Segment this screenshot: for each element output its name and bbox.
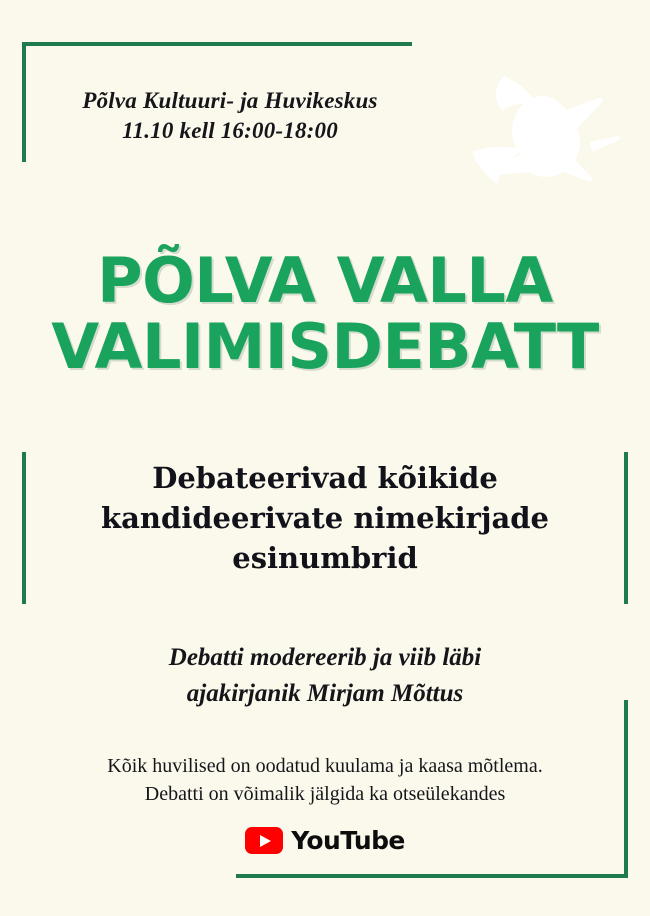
- subtitle-line-2: kandideerivate nimekirjade: [101, 501, 549, 536]
- hummingbird-icon: [444, 56, 624, 226]
- top-rule: [22, 42, 412, 46]
- venue-text: Põlva Kultuuri- ja Huvikeskus: [82, 88, 378, 113]
- bottom-rule: [236, 874, 628, 878]
- mid-right-rule: [624, 452, 628, 604]
- youtube-logo: [0, 826, 650, 855]
- title-line-2: VALIMISDEBATT: [51, 309, 599, 383]
- note-line-1: Kõik huvilised on oodatud kuulama ja kaasa mõtlema.: [107, 755, 543, 777]
- youtube-play-icon: [245, 827, 283, 854]
- youtube-wordmark: YouTube: [291, 826, 405, 855]
- moderator-line-2: ajakirjanik Mirjam Mõttus: [186, 679, 464, 707]
- page-title: [0, 244, 650, 383]
- datetime-text: 11.10 kell 16:00-18:00: [122, 118, 338, 144]
- title-line-1: PÕLVA VALLA: [97, 244, 553, 317]
- mid-left-rule: [22, 452, 26, 604]
- header-block: [0, 86, 460, 147]
- moderator-block: [45, 640, 605, 711]
- subtitle-line-3: esinumbrid: [232, 541, 418, 576]
- moderator-line-1: Debatti modereerib ja viib läbi: [168, 644, 482, 671]
- subtitle-block: [38, 458, 612, 578]
- subtitle-line-1: Debateerivad kõikide: [152, 461, 498, 495]
- note-line-2: Debatti on võimalik jälgida ka otseülekandes: [144, 783, 506, 806]
- note-block: [20, 752, 630, 809]
